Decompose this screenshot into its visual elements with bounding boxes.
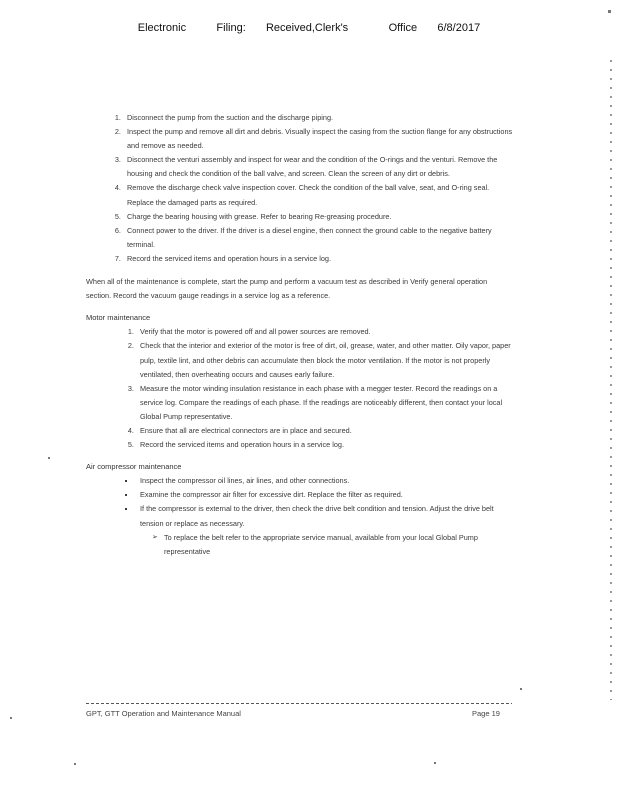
list-item: ▪ Inspect the compressor oil lines, air lines, and other connections. <box>136 474 514 488</box>
pump-maintenance-steps <box>86 111 514 266</box>
footer-manual-title: GPT, GTT Operation and Maintenance Manual <box>86 709 241 718</box>
sub-list-item: ➢ To replace the belt refer to the appropriate service manual, available from your local Global Pump representative <box>154 531 514 559</box>
list-item: 1. Verify that the motor is powered off and all power sources are removed. <box>136 325 514 339</box>
motor-maintenance-steps <box>86 325 514 452</box>
list-item <box>136 502 514 558</box>
filing-stamp-header: Electronic Filing: Received,Clerk's Office 6/8/2017 <box>137 22 481 34</box>
footer-divider <box>86 703 512 704</box>
list-item: ▪ Examine the compressor air filter for excessive dirt. Replace the filter as required. <box>136 488 514 502</box>
list-item: 2. Check that the interior and exterior of the motor is free of dirt, oil, grease, water, and other matter. Oily vapor, paper pulp, textile lint, and other debris can accumulate then block the motor ventilation. If the motor is not properly ventilated, then overheating occurs and causes early failure. <box>136 339 514 381</box>
list-item: 4. Remove the discharge check valve inspection cover. Check the condition of the ball valve, seat, and O-ring seal. Replace the damaged parts as required. <box>123 181 514 209</box>
list-item: 7. Record the serviced items and operation hours in a service log. <box>123 252 514 266</box>
list-item: 4. Ensure that all are electrical connectors are in place and secured. <box>136 424 514 438</box>
scan-speck <box>10 717 12 719</box>
list-item: 2. Inspect the pump and remove all dirt and debris. Visually inspect the casing from the suction flange for any obstructions and remove as needed. <box>123 125 514 153</box>
list-item: 3. Disconnect the venturi assembly and inspect for wear and the condition of the O-rings and the venturi. Remove the housing and check the condition of the ball valve, and screen. Clean the screen of any dirt or debris. <box>123 153 514 181</box>
scan-edge-marks <box>610 60 612 700</box>
air-compressor-items <box>86 474 514 559</box>
list-item: 1. Disconnect the pump from the suction and the discharge piping. <box>123 111 514 125</box>
list-item: 5. Charge the bearing housing with grease. Refer to bearing Re-greasing procedure. <box>123 210 514 224</box>
scan-speck <box>434 762 436 764</box>
scan-speck <box>520 688 522 690</box>
scan-speck <box>74 763 76 765</box>
list-item-text: If the compressor is external to the driver, then check the drive belt condition and tension. Adjust the drive belt tension or replace as necessary. <box>140 504 494 528</box>
list-item: 6. Connect power to the driver. If the driver is a diesel engine, then connect the ground cable to the negative battery terminal. <box>123 224 514 252</box>
vacuum-test-paragraph: When all of the maintenance is complete, start the pump and perform a vacuum test as described in Verify general operation section. Record the vacuum gauge readings in a service log as a reference. <box>86 277 488 301</box>
scan-speck <box>608 10 611 13</box>
manual-body <box>86 111 514 559</box>
air-compressor-heading: Air compressor maintenance <box>86 462 182 472</box>
list-item: 5. Record the serviced items and operation hours in a service log. <box>136 438 514 452</box>
sub-list <box>140 531 514 559</box>
motor-maintenance-heading: Motor maintenance <box>86 313 151 323</box>
list-item: 3. Measure the motor winding insulation resistance in each phase with a megger tester. Record the readings on a service log. Compare the readings of each phase. If the readings are noticeably different, then contact your local Global Pump representative. <box>136 382 514 424</box>
footer-page-number: Page 19 <box>472 709 500 718</box>
scan-speck <box>48 457 50 459</box>
